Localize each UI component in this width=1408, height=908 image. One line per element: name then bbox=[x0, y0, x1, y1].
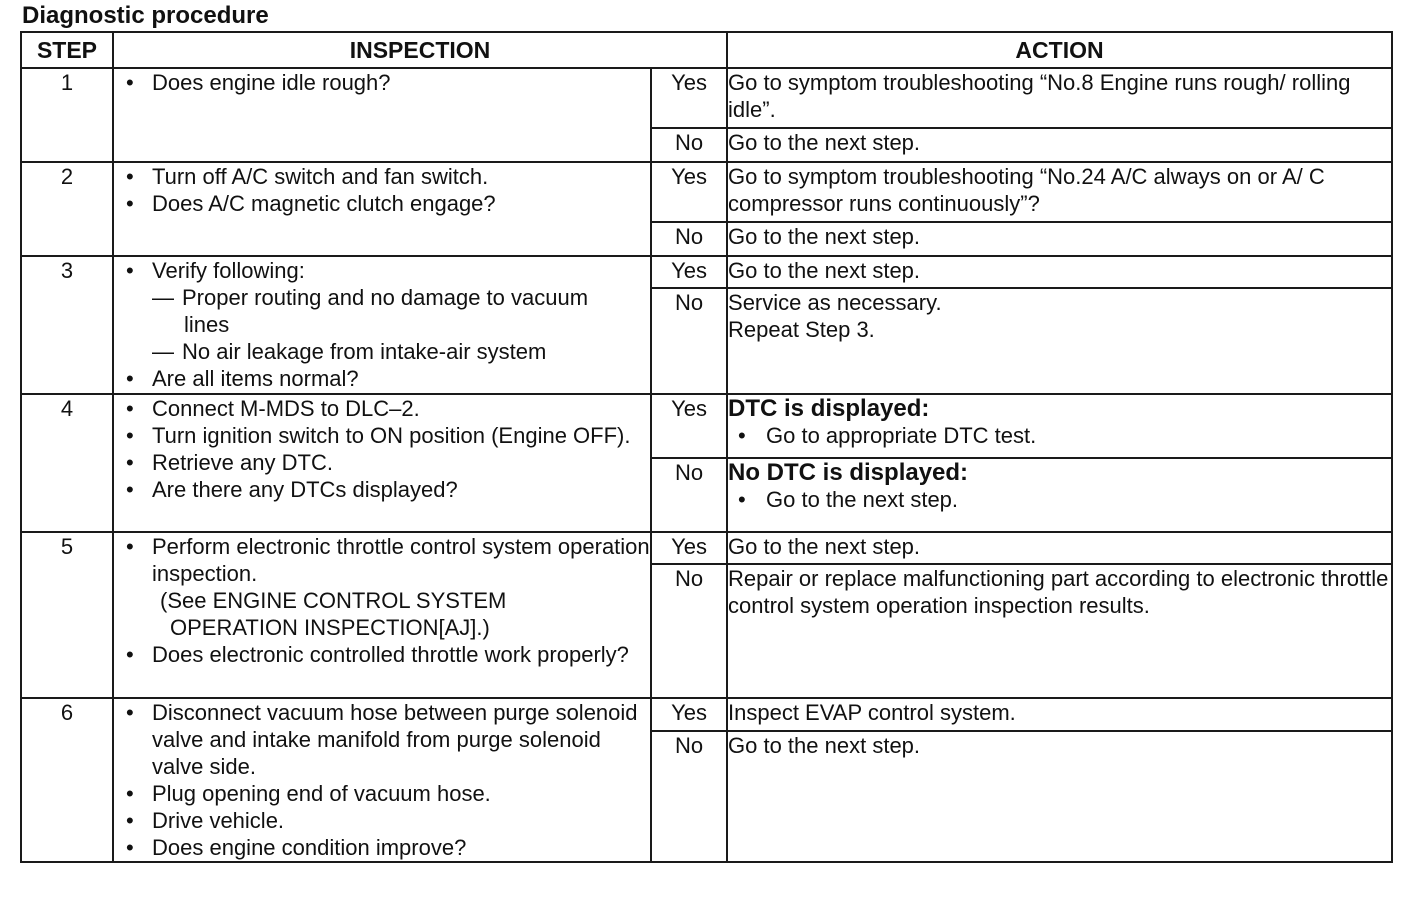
step-6-yes-row bbox=[21, 698, 1392, 731]
step-5-yes-row bbox=[21, 532, 1392, 564]
step-2-yes-row bbox=[21, 162, 1392, 222]
yes-label: Yes bbox=[651, 256, 727, 288]
step-number: 4 bbox=[21, 394, 113, 532]
step-3-yes-row bbox=[21, 256, 1392, 288]
header-inspection: INSPECTION bbox=[113, 32, 727, 68]
reference-line: (See ENGINE CONTROL SYSTEM bbox=[160, 588, 507, 613]
no-label: No bbox=[651, 128, 727, 162]
inspection-cell bbox=[113, 532, 651, 698]
yes-action: Go to the next step. bbox=[727, 532, 1392, 564]
inspection-item: • Retrieve any DTC. bbox=[114, 449, 650, 476]
step-4-yes-row bbox=[21, 394, 1392, 458]
inspection-item bbox=[114, 257, 650, 365]
step-1-yes-row bbox=[21, 68, 1392, 128]
diagnostic-table bbox=[20, 31, 1393, 863]
sub-item: — Proper routing and no damage to vacuum bbox=[152, 285, 589, 310]
yes-label: Yes bbox=[651, 394, 727, 458]
inspection-item: • Does A/C magnetic clutch engage? bbox=[114, 190, 650, 217]
step-number: 1 bbox=[21, 68, 113, 162]
action-item: • Go to the next step. bbox=[728, 486, 1391, 513]
dash-mark: — bbox=[152, 339, 174, 364]
step-number: 3 bbox=[21, 256, 113, 394]
page-title: Diagnostic procedure bbox=[22, 2, 269, 29]
no-action bbox=[727, 458, 1392, 532]
sub-item-continued: lines bbox=[184, 312, 230, 337]
no-label: No bbox=[651, 731, 727, 862]
no-label: No bbox=[651, 222, 727, 256]
yes-action bbox=[727, 394, 1392, 458]
no-action: Service as necessary. Repeat Step 3. bbox=[727, 288, 1392, 394]
inspection-item: • Drive vehicle. bbox=[114, 807, 650, 834]
no-action: Repair or replace malfunctioning part according to electronic throttle control system operation inspection results. bbox=[727, 564, 1392, 698]
dtc-heading: No DTC is displayed: bbox=[728, 459, 969, 486]
inspection-cell bbox=[113, 698, 651, 862]
header-action: ACTION bbox=[727, 32, 1392, 68]
inspection-cell bbox=[113, 256, 651, 394]
inspection-head: • Verify following: bbox=[152, 258, 305, 283]
inspection-item: • Plug opening end of vacuum hose. bbox=[114, 780, 650, 807]
dtc-heading: DTC is displayed: bbox=[728, 395, 930, 422]
inspection-item: • Connect M-MDS to DLC–2. bbox=[114, 395, 650, 422]
yes-action: Inspect EVAP control system. bbox=[727, 698, 1392, 731]
inspection-cell bbox=[113, 162, 651, 256]
reference-line: OPERATION INSPECTION[AJ].) bbox=[170, 615, 490, 640]
inspection-item: • Disconnect vacuum hose between purge solenoid valve and intake manifold from purge solenoid valve side. bbox=[114, 699, 650, 780]
inspection-cell bbox=[113, 394, 651, 532]
header-step: STEP bbox=[21, 32, 113, 68]
action-item: • Go to appropriate DTC test. bbox=[728, 422, 1391, 449]
step-number: 5 bbox=[21, 532, 113, 698]
yes-label: Yes bbox=[651, 162, 727, 222]
inspection-item: • Turn off A/C switch and fan switch. bbox=[114, 163, 650, 190]
yes-label: Yes bbox=[651, 68, 727, 128]
no-action: Go to the next step. bbox=[727, 222, 1392, 256]
no-action: Go to the next step. bbox=[727, 128, 1392, 162]
step-number: 6 bbox=[21, 698, 113, 862]
yes-label: Yes bbox=[651, 698, 727, 731]
inspection-item: • Perform electronic throttle control system operation inspection. (See ENGINE CONTROL SYSTEM OPERATION INSPECTION[AJ].) bbox=[114, 533, 650, 641]
yes-action: Go to the next step. bbox=[727, 256, 1392, 288]
sub-item: — No air leakage from intake-air system bbox=[152, 339, 547, 364]
no-label: No bbox=[651, 564, 727, 698]
yes-action: Go to symptom troubleshooting “No.8 Engine runs rough/ rolling idle”. bbox=[727, 68, 1392, 128]
no-action: Go to the next step. bbox=[727, 731, 1392, 862]
inspection-item: • Does electronic controlled throttle work properly? bbox=[114, 641, 650, 668]
no-label: No bbox=[651, 288, 727, 394]
header-row bbox=[21, 32, 1392, 68]
dash-mark: — bbox=[152, 285, 174, 310]
inspection-item: • Does engine condition improve? bbox=[114, 834, 650, 861]
inspection-item: • Are there any DTCs displayed? bbox=[114, 476, 650, 503]
inspection-item: • Are all items normal? bbox=[114, 365, 650, 392]
yes-label: Yes bbox=[651, 532, 727, 564]
step-number: 2 bbox=[21, 162, 113, 256]
inspection-item: • Does engine idle rough? bbox=[114, 69, 650, 96]
yes-action: Go to symptom troubleshooting “No.24 A/C always on or A/ C compressor runs continuously”? bbox=[727, 162, 1392, 222]
no-label: No bbox=[651, 458, 727, 532]
inspection-item: • Turn ignition switch to ON position (Engine OFF). bbox=[114, 422, 650, 449]
inspection-cell bbox=[113, 68, 651, 162]
